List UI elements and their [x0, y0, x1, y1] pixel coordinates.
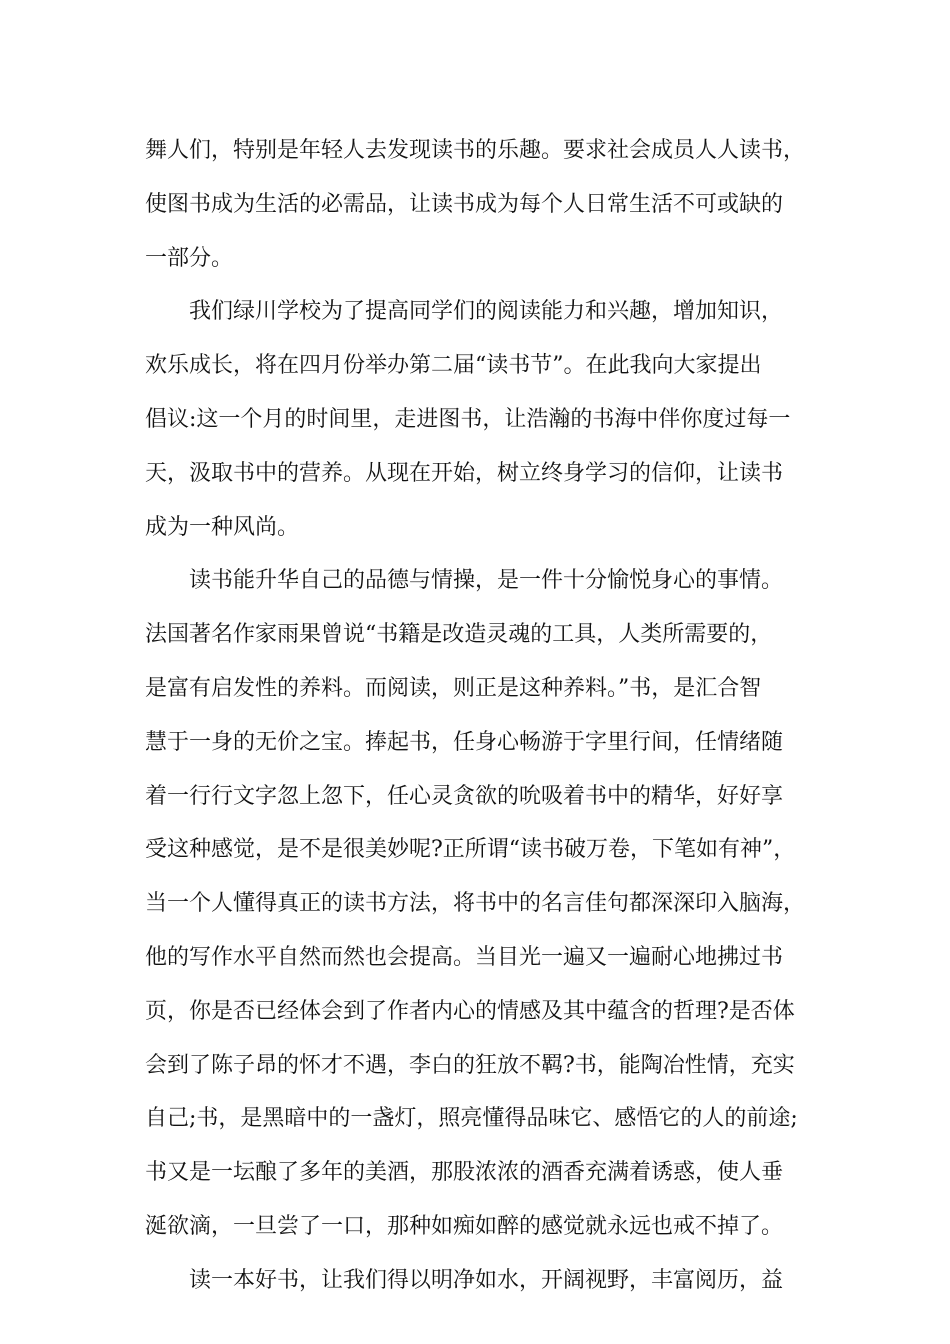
text-line: 读一本好书，让我们得以明净如水，开阔视野，丰富阅历，益 — [189, 1267, 784, 1293]
body-text — [145, 124, 835, 1308]
text-line: 涎欲滴，一旦尝了一口，那种如痴如醉的感觉就永远也戒不掉了。 — [145, 1213, 784, 1239]
text-line: 使图书成为生活的必需品，让读书成为每个人日常生活不可或缺的 — [145, 191, 784, 217]
text-line: 法国著名作家雨果曾说“书籍是改造灵魂的工具，人类所需要的， — [145, 622, 773, 648]
text-line: 是富有启发性的养料。而阅读，则正是这种养料。”书，是汇合智 — [145, 675, 762, 701]
text-line: 成为一种风尚。 — [145, 514, 300, 540]
text-line: 天，汲取书中的营养。从现在开始，树立终身学习的信仰，让读书 — [145, 460, 784, 486]
text-line: 受这种感觉，是不是很美妙呢?正所谓“读书破万卷，下笔如有神”， — [145, 837, 796, 863]
text-line: 舞人们，特别是年轻人去发现读书的乐趣。要求社会成员人人读书， — [145, 138, 806, 163]
text-line: 我们绿川学校为了提高同学们的阅读能力和兴趣，增加知识， — [189, 299, 784, 325]
text-line: 欢乐成长，将在四月份举办第二届“读书节”。在此我向大家提出 — [145, 353, 762, 379]
text-line: 读书能升华自己的品德与情操，是一件十分愉悦身心的事情。 — [189, 568, 784, 594]
text-line: 页，你是否已经体会到了作者内心的情感及其中蕴含的哲理?是否体 — [145, 998, 795, 1024]
text-line: 自己;书，是黑暗中的一盏灯，照亮懂得品味它、感悟它的人的前途; — [145, 1106, 798, 1132]
text-line: 着一行行文字忽上忽下，任心灵贪欲的吮吸着书中的精华，好好享 — [145, 783, 784, 809]
text-line: 一部分。 — [145, 245, 234, 271]
text-line: 慧于一身的无价之宝。捧起书，任身心畅游于字里行间，任情绪随 — [145, 729, 784, 755]
text-line: 他的写作水平自然而然也会提高。当目光一遍又一遍耐心地拂过书 — [145, 944, 784, 970]
text-line: 当一个人懂得真正的读书方法，将书中的名言佳句都深深印入脑海， — [145, 891, 806, 917]
text-line: 书又是一坛酿了多年的美酒，那股浓浓的酒香充满着诱惑，使人垂 — [145, 1160, 784, 1186]
text-line: 会到了陈子昂的怀才不遇，李白的狂放不羁?书，能陶冶性情，充实 — [145, 1052, 795, 1078]
text-line: 倡议:这一个月的时间里，走进图书，让浩瀚的书海中伴你度过每一 — [145, 406, 791, 432]
